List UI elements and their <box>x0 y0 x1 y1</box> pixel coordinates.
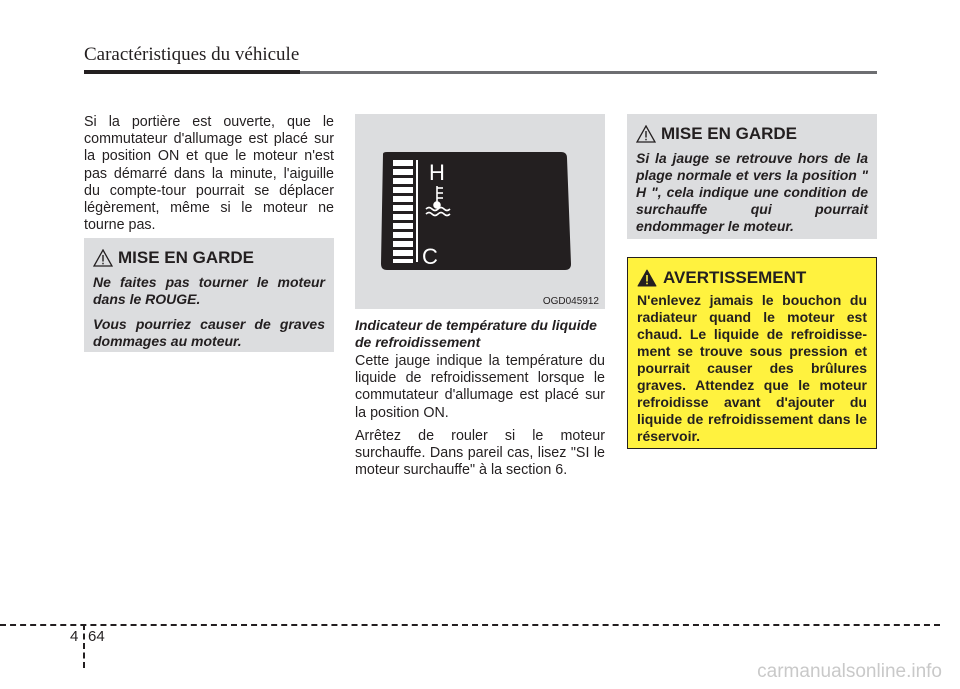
caution-triangle-icon <box>636 125 656 143</box>
caution-text-1: Ne faites pas tourner le moteur dans le ROUGE. <box>93 274 325 307</box>
warning-box-radiator <box>627 257 877 449</box>
caution-title: MISE EN GARDE <box>118 248 255 267</box>
page-chapter: 4 <box>70 628 79 645</box>
figure-code: OGD045912 <box>542 296 599 307</box>
warning-title-row <box>637 268 867 288</box>
caution-triangle-icon <box>93 249 113 267</box>
section-subheading: Indicateur de température du liquide de refroidissement <box>355 317 597 350</box>
gauge-label-hot: H <box>429 160 445 185</box>
page-header-title: Caractéristiques du véhicule <box>84 44 300 65</box>
watermark: carmanualsonline.info <box>757 661 942 682</box>
temperature-gauge-figure <box>355 114 605 309</box>
gauge-illustration <box>355 114 605 309</box>
caution-text-overheat: Si la jauge se retrouve hors de la plage normale et vers la position " H ", cela indique une condition de surchauffe qui pourrait endommager le moteur. <box>636 150 868 234</box>
gauge-description-p2: Arrêtez de rouler si le moteur surchauffe. Dans pareil cas, lisez "SI le moteur surchauffe" à la section 6. <box>355 427 605 479</box>
caution-title-row-2 <box>636 124 868 144</box>
gauge-description-p1: Cette jauge indique la température du liquide de refroidissement lorsque le commutateur d'allumage est placé sur la position ON. <box>355 353 605 421</box>
caution-box-overheat <box>627 114 877 239</box>
warning-title: AVERTISSEMENT <box>663 268 807 287</box>
page-number: 64 <box>88 628 105 645</box>
caution-title-row <box>93 248 325 268</box>
caution-title: MISE EN GARDE <box>661 124 798 143</box>
footer-divider <box>83 624 85 668</box>
warning-triangle-icon <box>637 269 657 287</box>
footer-rule <box>0 624 940 626</box>
header-rule-accent <box>84 70 300 74</box>
caution-box-engine-red <box>84 238 334 352</box>
warning-text: N'enlevez jamais le bouchon du radiateur quand le moteur est chaud. Le liquide de refroidisse-ment se trouve sous pression et pourrait causer des brûlures graves. Attendez que le moteur refroidisse avant d'ajouter du liquide de refroidissement dans le réservoir. <box>637 292 867 444</box>
gauge-description <box>355 353 605 479</box>
caution-text-2: Vous pourriez causer de graves dommages au moteur. <box>93 316 325 349</box>
gauge-label-cold: C <box>422 244 438 269</box>
intro-paragraph: Si la portière est ouverte, que le commutateur d'allumage est placé sur la position ON et que le moteur n'est pas démarré dans la minute, l'aiguille du compte-tour pourrait se déplacer légèrement, même si le moteur ne tourne pas. <box>84 114 334 234</box>
